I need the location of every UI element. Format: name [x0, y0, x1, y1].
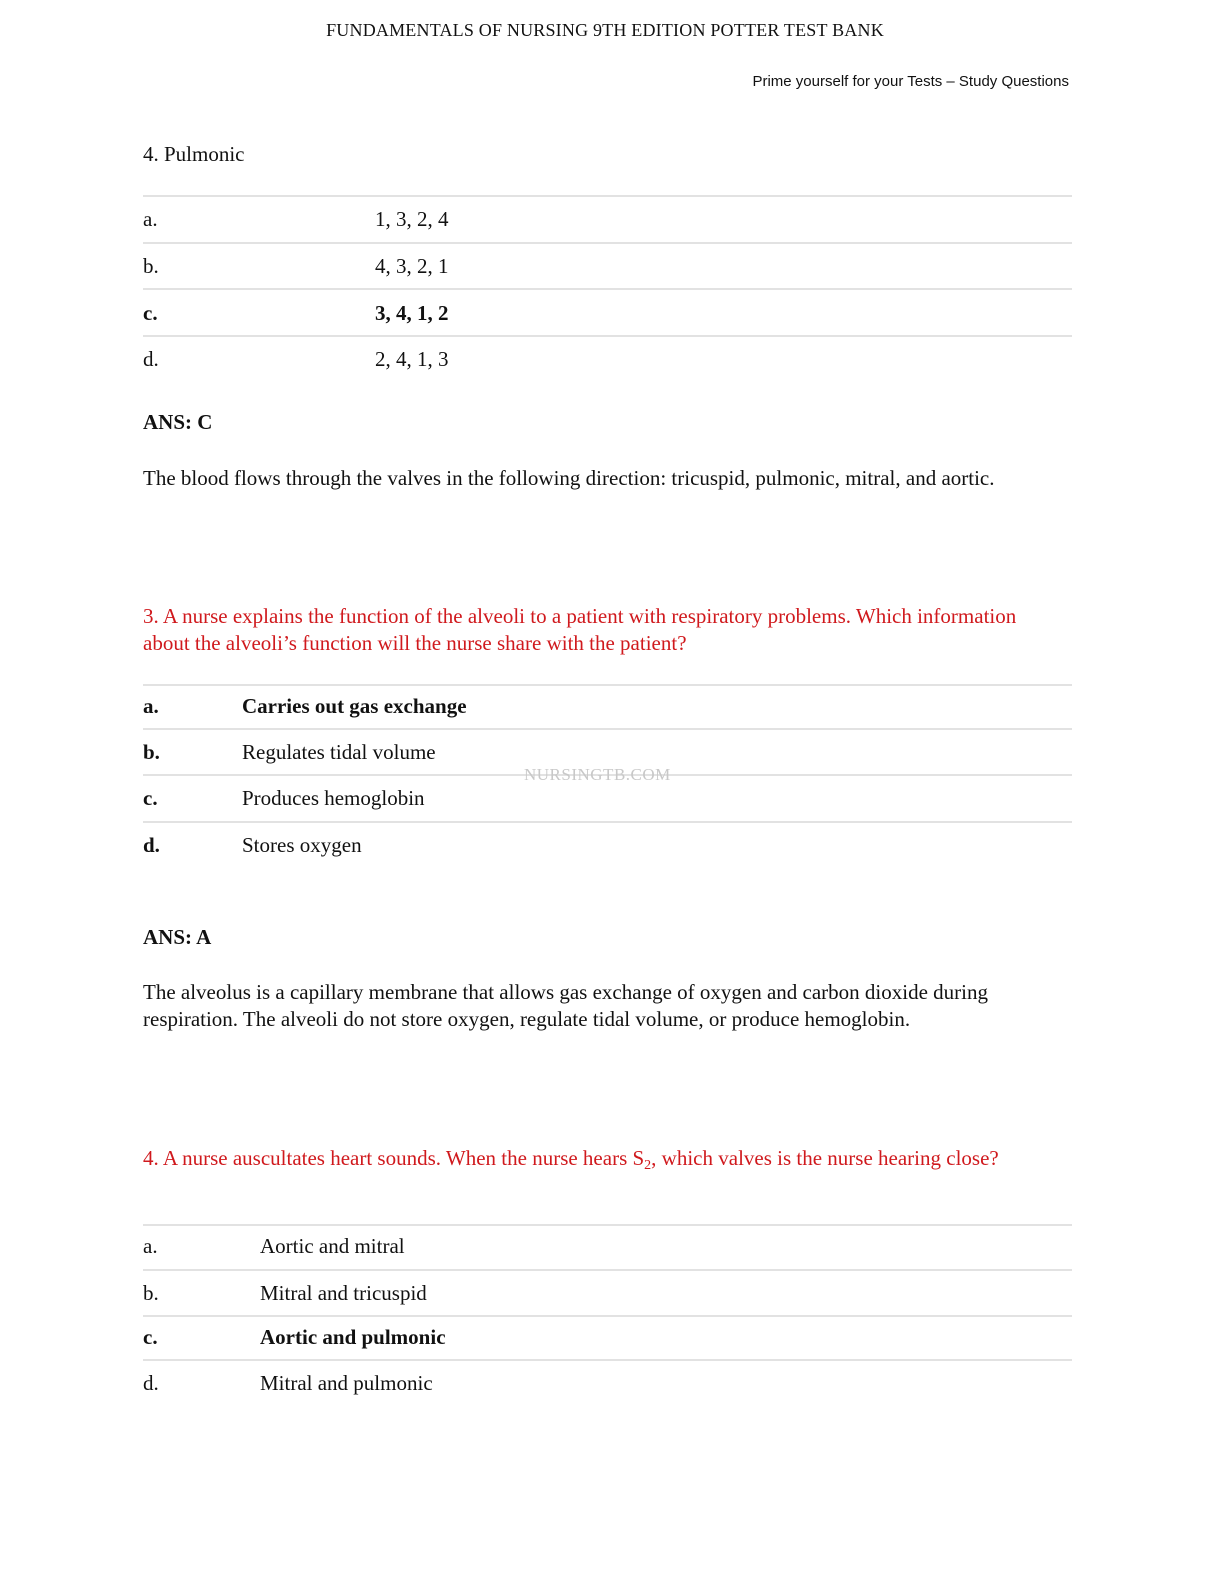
document-header-title: FUNDAMENTALS OF NURSING 9TH EDITION POTTER TEST BANK: [326, 20, 884, 40]
option-text: Regulates tidal volume: [242, 740, 436, 764]
option-text: 3, 4, 1, 2: [375, 301, 449, 325]
answer-key: ANS: C: [143, 410, 213, 434]
option-text: Produces hemoglobin: [242, 786, 425, 810]
answer-key: ANS: A: [143, 925, 212, 949]
table-divider: [143, 1359, 1072, 1361]
question-stem-part: 4. A nurse auscultates heart sounds. When the nurse hears S: [143, 1146, 645, 1170]
option-text: Aortic and pulmonic: [260, 1325, 446, 1349]
option-letter: a.: [143, 207, 158, 231]
option-text: Stores oxygen: [242, 833, 362, 857]
subscript: 2: [644, 1158, 652, 1173]
option-text: Mitral and tricuspid: [260, 1281, 427, 1305]
table-divider: [143, 821, 1072, 823]
question-stem: [143, 1145, 1058, 1179]
option-text: Mitral and pulmonic: [260, 1371, 433, 1395]
watermark-text: NURSINGTB.COM: [524, 765, 671, 784]
option-letter: c.: [143, 301, 158, 325]
option-letter: b.: [143, 740, 160, 764]
option-letter: d.: [143, 1371, 159, 1395]
option-letter: a.: [143, 694, 159, 718]
table-divider: [143, 1224, 1072, 1226]
option-letter: b.: [143, 254, 159, 278]
option-letter: d.: [143, 347, 159, 371]
question-item-text: 4. Pulmonic: [143, 142, 245, 166]
table-divider: [143, 1315, 1072, 1317]
option-letter: c.: [143, 1325, 158, 1349]
rationale-text: The alveolus is a capillary membrane that allows gas exchange of oxygen and carbon dioxide during respiration. The alveoli do not store oxygen, regulate tidal volume, or produce hemoglobin.: [143, 980, 988, 1031]
table-divider: [143, 195, 1072, 197]
option-text: Carries out gas exchange: [242, 694, 467, 718]
table-divider: [143, 288, 1072, 290]
option-letter: b.: [143, 1281, 159, 1305]
option-letter: d.: [143, 833, 160, 857]
table-divider: [143, 684, 1072, 686]
table-divider: [143, 1269, 1072, 1271]
question-stem: 3. A nurse explains the function of the alveoli to a patient with respiratory problems. Which information about the alveoli’s function will the nurse share with the patient?: [143, 604, 1017, 655]
option-text: 1, 3, 2, 4: [375, 207, 449, 231]
table-divider: [143, 335, 1072, 337]
table-divider: [143, 242, 1072, 244]
option-text: Aortic and mitral: [260, 1234, 405, 1258]
document-header-subtitle: Prime yourself for your Tests – Study Questions: [752, 73, 1069, 90]
table-divider: [143, 728, 1072, 730]
question-stem-part: , which valves is the nurse hearing close?: [651, 1146, 999, 1170]
rationale-text: The blood flows through the valves in the following direction: tricuspid, pulmonic, mitral, and aortic.: [143, 466, 995, 490]
option-letter: c.: [143, 786, 158, 810]
option-text: 2, 4, 1, 3: [375, 347, 449, 371]
option-text: 4, 3, 2, 1: [375, 254, 449, 278]
option-letter: a.: [143, 1234, 158, 1258]
